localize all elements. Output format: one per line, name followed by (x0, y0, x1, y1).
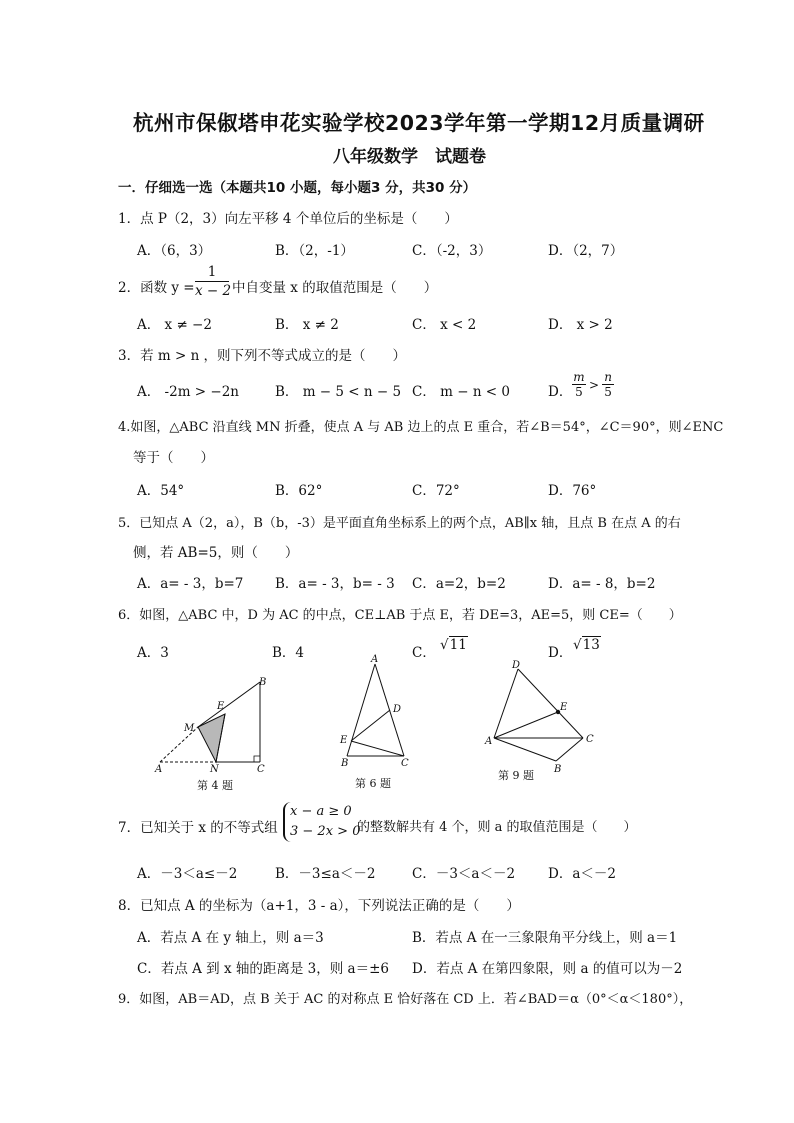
question-8-option-c: C．若点 A 到 x 轴的距离是 3，则 a＝±6 (137, 961, 389, 977)
label-c: C (586, 734, 594, 745)
label-a: A (485, 736, 493, 747)
fraction-denominator: x − 2 (195, 283, 232, 299)
label-c: C (257, 764, 265, 775)
right-angle-mark (254, 756, 260, 762)
label-b: B (554, 764, 562, 775)
greater-than-sign: > (589, 377, 600, 392)
figure-4 (150, 672, 280, 794)
figure-4-caption: 第 4 题 (197, 779, 233, 792)
question-4-option-a: A．54° (137, 483, 185, 499)
label-b: B (259, 677, 267, 688)
section-heading: 一．仔细选一选（本题共10 小题，每小题3 分，共30 分） (118, 180, 477, 196)
question-7-stem-pre: 7．已知关于 x 的不等式组 (118, 820, 278, 836)
question-6-option-a: A．3 (137, 645, 169, 661)
question-2-stem-post: 中自变量 x 的取值范围是（ ） (232, 280, 438, 296)
edge-ab (198, 682, 260, 727)
question-9-stem: 9．如图，AB＝AD，点 B 关于 AC 的对称点 E 恰好落在 CD 上．若∠BAD＝α（0°＜α＜180°）， (118, 992, 693, 1007)
question-7-option-d: D．a＜－2 (548, 866, 616, 882)
label-a: A (155, 764, 163, 775)
label-e: E (217, 701, 225, 712)
question-6-option-d-root: √13 (573, 637, 600, 653)
question-4-option-d: D．76° (548, 483, 597, 499)
question-2-option-b: B． x ≠ 2 (275, 317, 339, 333)
question-8-option-a: A．若点 A 在 y 轴上，则 a＝3 (137, 930, 324, 946)
figure-9 (478, 656, 608, 786)
page-subtitle: 八年级数学 试题卷 (333, 147, 486, 167)
fraction-numerator: n (602, 370, 614, 385)
fraction-denominator: 5 (575, 385, 583, 399)
question-7-stem-post: 的整数解共有 4 个，则 a 的取值范围是（ ） (357, 820, 637, 835)
fraction-denominator: 5 (604, 385, 612, 399)
figure-6-caption: 第 6 题 (355, 777, 391, 790)
label-d: D (393, 704, 402, 715)
question-6-option-c-root: √11 (440, 637, 467, 653)
question-1-stem: 1．点 P（2，3）向左平移 4 个单位后的坐标是（ ） (118, 211, 458, 227)
label-e: E (340, 735, 348, 746)
question-2-stem-pre: 2．函数 y = (118, 280, 195, 296)
question-2-option-d: D． x > 2 (548, 317, 613, 333)
page-title: 杭州市保俶塔申花实验学校2023学年第一学期12月质量调研 (133, 111, 705, 135)
label-m: M (184, 723, 195, 734)
question-8-stem: 8．已知点 A 的坐标为（a+1，3 - a），下列说法正确的是（ ） (118, 898, 520, 914)
question-7-option-a: A．－3＜a≤－2 (137, 866, 238, 882)
question-2-fraction (195, 264, 232, 300)
question-3-stem: 3．若 m > n ，则下列不等式成立的是（ ） (118, 348, 407, 364)
question-8-option-b: B．若点 A 在一三象限角平分线上，则 a＝1 (412, 930, 678, 946)
inequality-1: x − a ≥ 0 (290, 804, 352, 819)
question-5-stem-cont: 侧，若 AB=5，则（ ） (133, 545, 299, 561)
question-5-option-c: C．a=2，b=2 (412, 576, 506, 592)
label-d: D (512, 660, 521, 671)
question-5-stem: 5．已知点 A（2，a），B（b，-3）是平面直角坐标系上的两个点，AB∥x 轴，且点 B 在点 A 的右 (118, 516, 681, 531)
question-4-stem-cont: 等于（ ） (133, 450, 214, 466)
label-c: C (401, 758, 409, 769)
question-3-option-c: C． m − n < 0 (412, 384, 510, 400)
question-5-option-d: D．a= - 8，b=2 (548, 576, 656, 592)
question-1-option-c: C．（-2，3） (412, 243, 492, 259)
edge-ec (351, 741, 404, 756)
question-3-option-a: A． -2m > −2n (137, 384, 239, 400)
question-4-option-c: C．72° (412, 483, 460, 499)
question-6-option-b: B．4 (272, 645, 305, 661)
question-1-option-d: D．（2，7） (548, 243, 624, 259)
edge-ae (494, 712, 558, 738)
fraction-numerator: m (573, 370, 585, 384)
question-1-option-a: A．（6，3） (137, 243, 212, 259)
label-n: N (210, 764, 219, 775)
question-3-option-b: B． m − 5 < n − 5 (275, 384, 402, 400)
edge-ab (494, 738, 556, 761)
question-1-option-b: B．（2，-1） (275, 243, 354, 259)
label-b: B (341, 758, 349, 769)
question-7-option-b: B．－3≤a＜－2 (275, 866, 376, 882)
question-4-option-b: B．62° (275, 483, 323, 499)
inequality-2: 3 − 2x > 0 (290, 824, 361, 839)
edge-ad (494, 669, 518, 738)
question-2-option-c: C． x < 2 (412, 317, 477, 333)
question-6-stem: 6．如图，△ABC 中，D 为 AC 的中点，CE⊥AB 于点 E，若 DE=3，AE=5，则 CE=（ ） (118, 608, 682, 623)
edge-ab (347, 664, 375, 756)
label-a: A (371, 654, 379, 665)
question-3-option-d-math (572, 370, 614, 399)
question-6-option-d: D． (548, 645, 573, 661)
label-e: E (560, 702, 568, 713)
question-5-option-a: A．a= - 3，b=7 (137, 576, 244, 592)
edge-ed (351, 710, 390, 741)
question-4-stem: 4.如图，△ABC 沿直线 MN 折叠，使点 A 与 AB 边上的点 E 重合，若∠B＝54°，∠C＝90°，则∠ENC (118, 420, 724, 435)
question-8-option-d: D．若点 A 在第四象限，则 a 的值可以为－2 (412, 961, 683, 977)
edge-bc (556, 738, 583, 761)
question-5-option-b: B．a= - 3，b= - 3 (275, 576, 395, 592)
edge-dc (518, 669, 583, 738)
figure-9-caption: 第 9 题 (498, 769, 534, 782)
question-6-option-c: C． (412, 645, 436, 661)
question-7-inequality-system (283, 802, 360, 842)
fraction-numerator: 1 (195, 264, 229, 282)
question-2-option-a: A． x ≠ −2 (137, 317, 212, 333)
question-3-option-d: D． (548, 384, 573, 400)
question-7-option-c: C．－3＜a＜－2 (412, 866, 516, 882)
figure-6 (330, 652, 420, 794)
